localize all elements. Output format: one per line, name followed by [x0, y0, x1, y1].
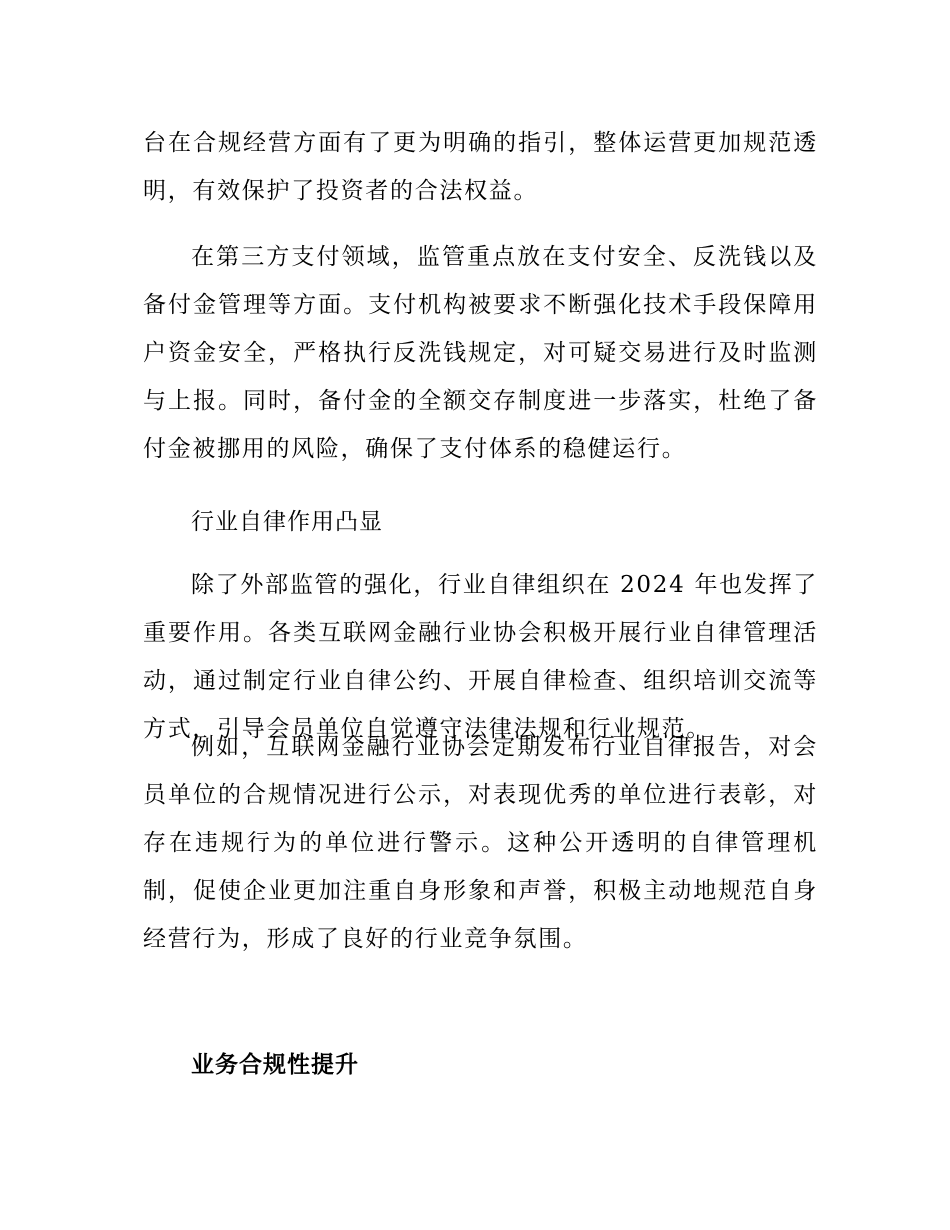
paragraph-self-regulation: 除了外部监管的强化，行业自律组织在 2024 年也发挥了重要作用。各类互联网金融行业协会积极开展行业自律管理活动，通过制定行业自律公约、开展自律检查、组织培训交流等方式，引导会员单位自觉遵守法律法规和行业规范。: [143, 572, 818, 742]
paragraph-example: 例如，互联网金融行业协会定期发布行业自律报告，对会员单位的合规情况进行公示，对表现优秀的单位进行表彰，对存在违规行为的单位进行警示。这种公开透明的自律管理机制，促使企业更加注重自身形象和声誉，积极主动地规范自身经营行为，形成了良好的行业竞争氛围。: [143, 734, 818, 952]
section-heading-compliance: 业务合规性提升: [191, 1052, 359, 1078]
paragraph-continuation: 台在合规经营方面有了更为明确的指引，整体运营更加规范透明，有效保护了投资者的合法权益。: [143, 130, 818, 204]
section-heading-self-regulation: 行业自律作用凸显: [191, 509, 383, 535]
paragraph-third-party-payment: 在第三方支付领域，监管重点放在支付安全、反洗钱以及备付金管理等方面。支付机构被要求不断强化技术手段保障用户资金安全，严格执行反洗钱规定，对可疑交易进行及时监测与上报。同时，备付金的全额交存制度进一步落实，杜绝了备付金被挪用的风险，确保了支付体系的稳健运行。: [143, 244, 818, 462]
